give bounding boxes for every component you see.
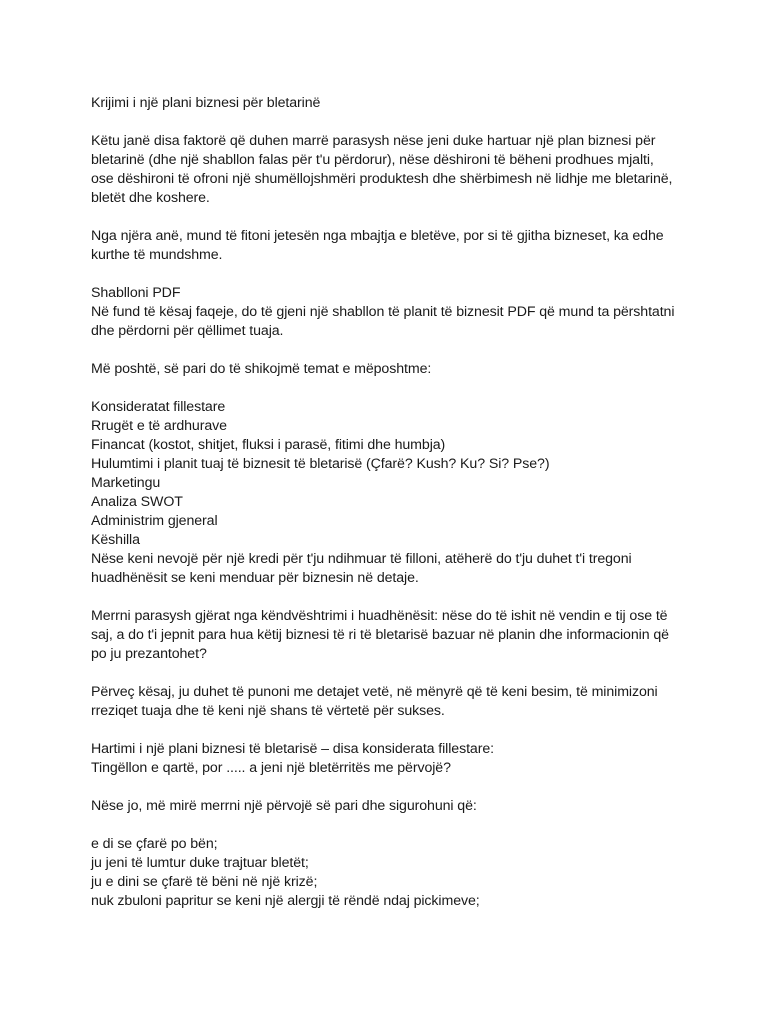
text-line: Nga njëra anë, mund të fitoni jetesën nga mbajtja e bletëve, por si të gjitha bizneset, ka edhe bbox=[91, 228, 664, 244]
text-line: Nëse keni nevojë për një kredi për t'ju ndihmuar të filloni, atëherë do t'ju duhet t'i tregoni bbox=[91, 551, 632, 567]
list-item: Konsideratat fillestare bbox=[91, 399, 226, 415]
text-line: Në fund të kësaj faqeje, do të gjeni një shabllon të planit të biznesit PDF që mund ta përshtatni bbox=[91, 304, 675, 320]
text-line: bletarinë (dhe një shabllon falas për t'u përdorur), nëse dëshironi të bëheni prodhues mjalti, bbox=[91, 152, 654, 168]
section-heading: Hartimi i një plani biznesi të bletarisë – disa konsiderata fillestare: bbox=[91, 741, 494, 757]
document-title: Krijimi i një plani biznesi për bletarinë bbox=[91, 95, 321, 111]
text-line: bletët dhe koshere. bbox=[91, 190, 210, 206]
list-item: e di se çfarë po bën; bbox=[91, 836, 218, 852]
text-line: huadhënësit se keni menduar për biznesin në detaje. bbox=[91, 570, 419, 586]
list-item: Rrugët e të ardhurave bbox=[91, 418, 227, 434]
lender-paragraph bbox=[91, 607, 708, 664]
text-line: po ju prezantohet? bbox=[91, 646, 207, 662]
list-item: nuk zbuloni papritur se keni një alergji të rëndë ndaj pickimeve; bbox=[91, 893, 480, 909]
section-heading: Shablloni PDF bbox=[91, 285, 181, 301]
text-line: saj, a do t'i jepnit para hua këtij biznesi të ri të bletarisë bazuar në planin dhe informacionin që bbox=[91, 627, 669, 643]
text-line: Merrni parasysh gjërat nga këndvështrimi i huadhënësit: nëse do të ishit në vendin e tij ose të bbox=[91, 608, 668, 624]
text-line: Nëse jo, më mirë merrni një përvojë së pari dhe sigurohuni që: bbox=[91, 798, 477, 814]
text-line: rreziqet tuaja dhe të keni një shans të vërtetë për sukses. bbox=[91, 703, 445, 719]
text-line: dhe përdorni për qëllimet tuaja. bbox=[91, 323, 284, 339]
checklist bbox=[91, 835, 708, 911]
text-line: Përveç kësaj, ju duhet të punoni me detajet vetë, në mënyrë që të keni besim, të minimizoni bbox=[91, 684, 658, 700]
intro-paragraph bbox=[91, 132, 708, 208]
list-item: Administrim gjeneral bbox=[91, 513, 218, 529]
details-paragraph bbox=[91, 683, 708, 721]
list-item: Këshilla bbox=[91, 532, 140, 548]
list-item: ju jeni të lumtur duke trajtuar bletët; bbox=[91, 855, 309, 871]
list-item: Financat (kostot, shitjet, fluksi i parasë, fitimi dhe humbja) bbox=[91, 437, 446, 453]
list-item: Marketingu bbox=[91, 475, 161, 491]
topics-list bbox=[91, 398, 708, 588]
text-line: Më poshtë, së pari do të shikojmë temat e mëposhtme: bbox=[91, 361, 432, 377]
pdf-template-section bbox=[91, 284, 708, 341]
list-item: Analiza SWOT bbox=[91, 494, 183, 510]
initial-considerations-paragraph bbox=[91, 740, 708, 778]
document-title-block bbox=[91, 94, 708, 113]
text-line: Tingëllon e qartë, por ..... a jeni një bletërritës me përvojë? bbox=[91, 760, 451, 776]
list-item: Hulumtimi i planit tuaj të biznesit të bletarisë (Çfarë? Kush? Ku? Si? Pse?) bbox=[91, 456, 550, 472]
text-line: ose dëshironi të ofroni një shumëllojshmëri produktesh dhe shërbimesh në lidhje me bletarinë, bbox=[91, 171, 673, 187]
income-paragraph bbox=[91, 227, 708, 265]
list-item: ju e dini se çfarë të bëni në një krizë; bbox=[91, 874, 318, 890]
topics-intro-paragraph bbox=[91, 360, 708, 379]
text-line: Këtu janë disa faktorë që duhen marrë parasysh nëse jeni duke hartuar një plan biznesi për bbox=[91, 133, 656, 149]
text-line: kurthe të mundshme. bbox=[91, 247, 223, 263]
if-not-paragraph bbox=[91, 797, 708, 816]
